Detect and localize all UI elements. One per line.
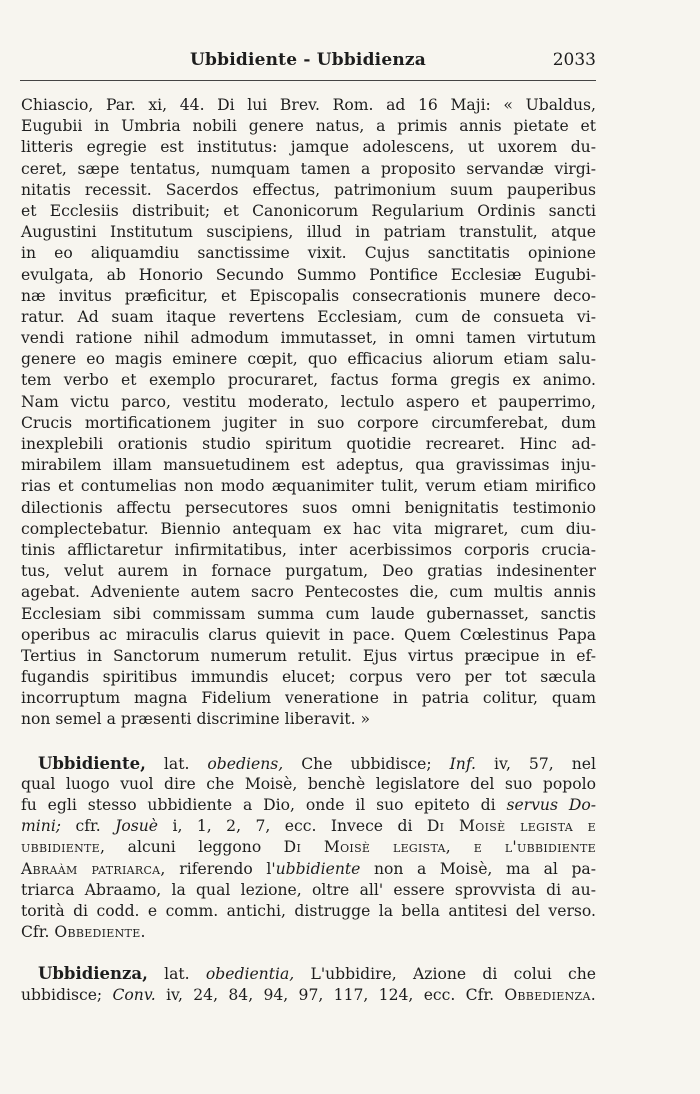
quote-line: in eo aliquamdiu sanctissime vixit. Cujus sanctitatis opinione [21, 244, 596, 263]
quote-line: operibus ac miraculis clarus quievit in pace. Quem Cœlestinus Papa [21, 625, 596, 644]
quote-line: ceret, sæpe tentatus, numquam tamen a proposito servandæ virgi- [21, 159, 596, 178]
quote-line: Chiascio, Par. xi, 44. Di lui Brev. Rom. ad 16 Maji: « Ubaldus, [21, 96, 596, 114]
quote-line: mirabilem illam mansuetudinem est adeptus, qua gravissimas inju- [21, 456, 596, 475]
quote-line: Ecclesiam sibi commissam summa cum laude gubernasset, sanctis [21, 604, 596, 623]
quote-line: evulgata, ab Honorio Secundo Summo Pontifice Ecclesiæ Eugubi- [21, 265, 596, 284]
quote-line: genere eo magis eminere cœpit, quo efficacius aliorum etiam salu- [21, 350, 596, 369]
quote-line: tinis afflictaretur infirmitatibus, inter acerbissimos corporis crucia- [21, 540, 596, 559]
entry-lemma: Ubbidiente, [38, 753, 146, 773]
cross-reference: Obbediente. [54, 923, 146, 942]
running-title: Ubbidiente - Ubbidienza [190, 50, 426, 70]
running-header [20, 50, 596, 80]
quote-line: Nam victu parco, vestitu moderato, lectulo aspero et pauperrimo, [21, 392, 596, 411]
entry-ubbidienza: Ubbidienza, lat. obedientia, L'ubbidire, Azione di colui che ubbidisce; Conv. iv, 24, 84, 94, 97, 117, 124, ecc. Cfr. Obbedienza. [21, 964, 596, 1004]
quote-line: rias et contumelias non modo æquanimiter tulit, verum etiam mirifico [21, 477, 596, 496]
quote-line: Crucis mortificationem jugiter in suo corpore circumferebat, dum [21, 413, 596, 432]
quote-line: tus, velut aurem in fornace purgatum, Deo gratias indesinenter [21, 562, 596, 581]
quote-line: Tertius in Sanctorum numerum retulit. Ejus virtus præcipue in ef- [21, 646, 596, 665]
quote-line: fugandis spiritibus immundis elucet; corpus vero per tot sæcula [21, 668, 596, 687]
entry-line: qual luogo vuol dire che Moisè, benchè legislatore del suo popolo [21, 774, 596, 793]
citation: Inf. [449, 754, 477, 773]
page-number: 2033 [552, 50, 596, 70]
entry-line: torità di codd. e comm. antichi, distrugge la bella antitesi del verso. [21, 901, 596, 920]
citation: Conv. [112, 985, 156, 1004]
quotation-paragraph [21, 95, 596, 731]
entry-line: triarca Abraamo, la qual lezione, oltre all' essere sprovvista di au- [21, 880, 596, 899]
cross-reference: Obbedienza. [504, 985, 596, 1004]
quote-line: et Ecclesiis distribuit; et Canonicorum Regularium Ordinis sancti [21, 201, 596, 220]
quote-line: vendi ratione nihil admodum immutasset, in omni tamen virtutum [21, 329, 596, 348]
quote-line: Eugubii in Umbria nobili genere natus, a primis annis pietate et [21, 117, 596, 136]
quote-line: tem verbo et exemplo procuraret, factus forma gregis ex animo. [21, 371, 596, 390]
quote-line: non semel a præsenti discrimine liberavit. » [21, 710, 371, 729]
page-body [21, 95, 596, 1006]
quote-line: næ invitus præficitur, et Episcopalis consecrationis munere deco- [21, 286, 596, 305]
entry-lemma: Ubbidienza, [38, 964, 148, 984]
quote-line: incorruptum magna Fidelium veneratione in patria colitur, quam [21, 689, 596, 708]
quote-line: inexplebili orationis studio spiritum quotidie recrearet. Hinc ad- [21, 435, 596, 453]
entry-ubbidiente: Ubbidiente, lat. obediens, Che ubbidisce; Inf. iv, 57, nel qual luogo vuol dire che Moisè, benchè legislatore del suo popolo fu egli stesso ubbidiente a Dio, onde il suo epiteto di servus Do- mini; cfr. Josuè i, 1, 2, 7, ecc. Invece di Di Moisè legista e ubbidiente, alcuni leggono Di Moisè legista, e l'ubbidiente Abraàm patriarca, riferendo l'ubbidiente non a Moisè, ma al pa- triarca Abraamo, la qual lezione, oltre all' essere sprovvista di au- torità di codd. e comm. antichi, distrugge la bella antitesi del verso. Cfr. Obbediente. [21, 753, 596, 942]
citation: Josuè [115, 817, 159, 836]
quote-line: ratur. Ad suam itaque revertens Ecclesiam, cum de consueta vi- [21, 307, 596, 326]
quote-line: complectebatur. Biennio antequam ex hac vita migraret, cum diu- [21, 519, 596, 538]
quote-line: agebat. Adveniente autem sacro Pentecostes die, cum multis annis [21, 583, 596, 602]
quote-line: dilectionis affectu persecutores suos omni benignitatis testimonio [21, 498, 596, 517]
quote-line: litteris egregie est institutus: jamque adolescens, ut uxorem du- [21, 138, 596, 157]
header-rule [20, 80, 596, 81]
quote-line: nitatis recessit. Sacerdos effectus, patrimonium suum pauperibus [21, 180, 596, 199]
quote-line: Augustini Institutum suscipiens, illud in patriam transtulit, atque [21, 223, 596, 242]
